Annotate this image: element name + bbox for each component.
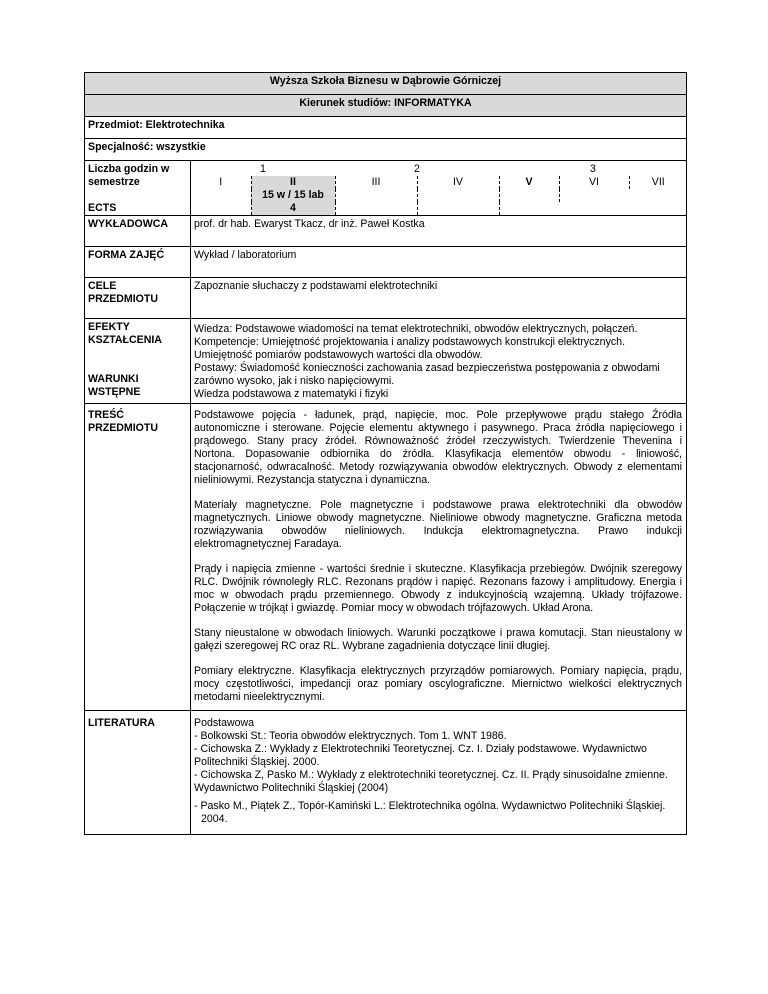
literature-item: - Bolkowski St.: Teoria obwodów elektrycznych. Tom 1. WNT 1986. <box>194 730 507 742</box>
goals-label: CELE PRZEDMIOTU <box>85 278 191 319</box>
form-value: Wykład / laboratorium <box>191 247 687 278</box>
content-paragraph: Pomiary elektryczne. Klasyfikacja elektrycznych przyrządów pomiarowych. Pomiary napięcia, prądu, mocy częstotliwości, impedancji oraz pomiary oscylograficzne. Miernictwo wielkości elektrycznych metodami nieelektrycznymi. <box>194 665 683 703</box>
year-2: 2 <box>414 163 420 175</box>
semester-1: I <box>191 176 251 189</box>
literature-value <box>191 711 687 835</box>
goals-value: Zapoznanie słuchaczy z podstawami elektrotechniki <box>191 278 687 319</box>
school-name: Wyższa Szkoła Biznesu w Dąbrowie Górniczej <box>85 73 687 95</box>
ects-value: 4 <box>251 202 335 215</box>
content-paragraph: Materiały magnetyczne. Pole magnetyczne i podstawowe prawa elektrotechniki dla obwodów magnetycznych. Liniowe obwody magnetyczne. Nieliniowe obwody magnetyczne. Graficzna metoda rozwiązywania obwodów nieliniowych. Indukcja elektromagnetyczna. Prawo indukcji elektromagnetycznej Faradaya. <box>194 499 683 550</box>
subject-name: Przedmiot: Elektrotechnika <box>85 117 687 139</box>
literature-label: LITERATURA <box>85 711 191 835</box>
hours-grid <box>191 161 687 203</box>
lecturer-value: prof. dr hab. Ewaryst Tkacz, dr inż. Paweł Kostka <box>191 216 687 247</box>
semester-2: II <box>251 176 335 189</box>
form-label: FORMA ZAJĘĆ <box>85 247 191 278</box>
effects-attitude: Postawy: Świadomość konieczności zachowania zasad bezpieczeństwa postępowania z obwodami zarówno wysoko, jak i nisko napięciowymi. <box>194 362 660 387</box>
ects-label: ECTS <box>85 202 191 216</box>
year-3: 3 <box>590 163 596 175</box>
hours-value: 15 w / 15 lab <box>251 189 335 202</box>
effects-value <box>191 319 687 404</box>
content-paragraph: Prądy i napięcia zmienne - wartości średnie i skuteczne. Klasyfikacja przebiegów. Dwójnik szeregowy RLC. Dwójnik równoległy RLC. Rezonans prądów i napięć. Rezonans fazowy i amplitudowy. Energia i moc w obwodach prądu przemiennego. Obwody z indukcyjnością wzajemną. Układy trójfazowe. Połączenie w trójkąt i gwiazdę. Pomiar mocy w obwodach trójfazowych. Układ Arona. <box>194 563 683 614</box>
study-direction: Kierunek studiów: INFORMATYKA <box>85 95 687 117</box>
literature-heading: Podstawowa <box>194 717 255 729</box>
syllabus-table <box>84 72 687 835</box>
content-paragraph: Podstawowe pojęcia - ładunek, prąd, napięcie, moc. Pole przepływowe prądu stałego Źródła autonomiczne i sterowane. Pojęcie elementu aktywnego i pasywnego. Praca źródła napięciowego i prądowego. Stany pracy źródeł. Równoważność źródeł rzeczywistych. Twierdzenie Thevenina i Nortona. Dopasowanie odbiornika do źródła. Klasyfikacja elementów obwodu - liniowość, stacjonarność, odwracalność. Metody rozwiązywania obwodów elektrycznych. Obwody z elementami nieliniowymi. Rezystancja statyczna i dynamiczna. <box>194 409 683 486</box>
prereq-label: WARUNKI WSTĘPNE <box>85 363 191 404</box>
literature-item: - Cichowska Z.: Wykłady z Elektrotechniki Teoretycznej. Cz. I. Działy podstawowe. Wydawnictwo Politechniki Śląskiej. 2000. <box>194 743 647 768</box>
effects-competence: Kompetencje: Umiejętność projektowania i analizy podstawowych konstrukcji elektrycznych. <box>194 336 626 348</box>
effects-knowledge: Wiedza: Podstawowe wiadomości na temat elektrotechniki, obwodów elektrycznych, połączeń. <box>194 323 638 335</box>
ects-row <box>191 202 687 216</box>
prereq-value: Wiedza podstawowa z matematyki i fizyki <box>194 388 389 400</box>
specialty: Specjalność: wszystkie <box>85 139 687 161</box>
syllabus-page <box>84 72 686 835</box>
semester-4: IV <box>417 176 499 189</box>
semester-3: III <box>335 176 417 189</box>
content-label: TREŚĆ PRZEDMIOTU <box>85 404 191 711</box>
semester-5: V <box>499 176 559 189</box>
content-paragraph: Stany nieustalone w obwodach liniowych. Warunki początkowe i prawa komutacji. Stan nieustalony w gałęzi szeregowej RC oraz RL. Wybrane zagadnienia dotyczące linii długiej. <box>194 627 683 652</box>
semester-6: VI <box>559 176 629 189</box>
effects-label: EFEKTY KSZTAŁCENIA <box>85 319 191 364</box>
year-1: 1 <box>260 163 266 175</box>
effects-measurement: Umiejętność pomiarów podstawowych wartości dla obwodów. <box>194 349 483 361</box>
literature-item: - Cichowska Z, Pasko M.: Wykłady z elektrotechniki teoretycznej. Cz. II. Prądy sinusoidalne zmienne. Wydawnictwo Politechniki Śląskiej (2004) <box>194 769 668 794</box>
lecturer-label: WYKŁADOWCA <box>85 216 191 247</box>
hours-label: Liczba godzin w semestrze <box>85 161 191 203</box>
literature-item: - Pasko M., Piątek Z., Topór-Kamiński L.: Elektrotechnika ogólna. Wydawnictwo Politechniki Śląskiej. <box>194 800 666 812</box>
literature-item-year: 2004. <box>201 813 228 825</box>
semester-7: VII <box>651 176 665 188</box>
content-value <box>191 404 687 711</box>
